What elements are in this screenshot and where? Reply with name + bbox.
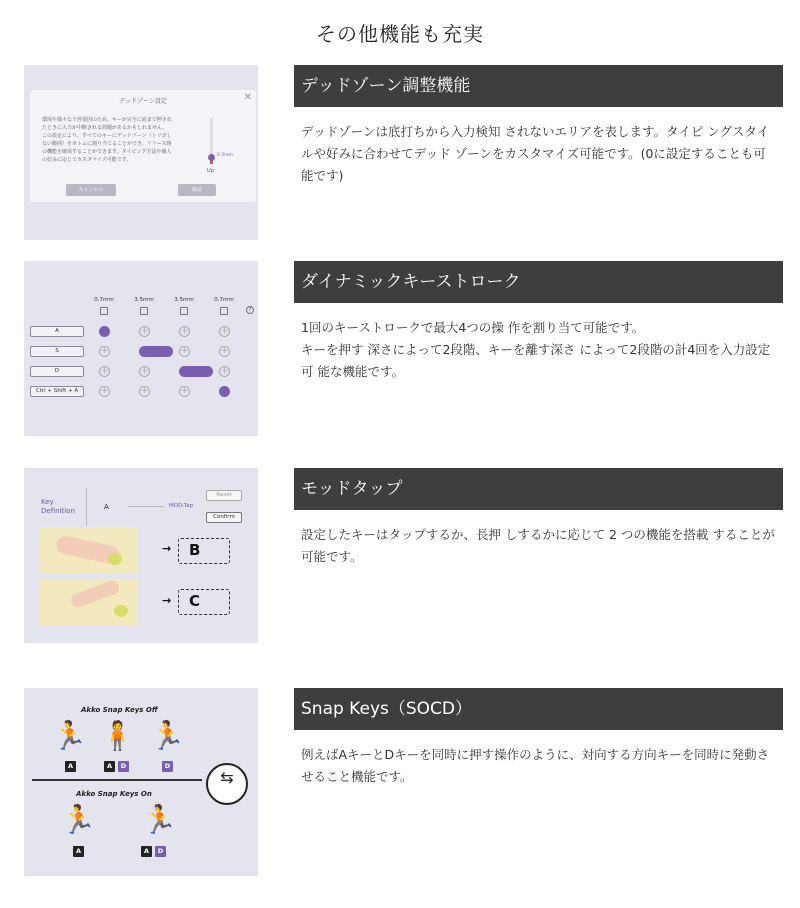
column-label: 0.7mm — [94, 297, 114, 303]
key-a-badge: A — [141, 846, 152, 857]
plus-icon: + — [140, 326, 149, 336]
key-d-badge: D — [118, 761, 129, 772]
dialog-title: デッドゾーン設定 — [119, 98, 167, 105]
snap-keys-on-label: Akko Snap Keys On — [76, 790, 152, 798]
help-icon: ? — [246, 306, 254, 314]
plus-icon: + — [220, 326, 229, 336]
section-description: 設定したキーはタップするか、長押 しするかに応じて 2 つの機能を搭載 することが可能です。 — [301, 527, 775, 564]
confirm-button: 確認 — [178, 184, 216, 196]
tap-photo — [40, 527, 138, 574]
standing-icon: 🧍 — [100, 719, 135, 752]
snap-keys-thumbnail — [24, 688, 258, 876]
hold-photo — [40, 579, 138, 626]
dynamic-keystroke-thumbnail — [24, 261, 258, 436]
tap-output-box: B — [178, 538, 230, 564]
column-label: 3.5mm — [174, 297, 194, 303]
column-label: 0.7mm — [214, 297, 234, 303]
key-d-badge: D — [155, 846, 166, 857]
plus-icon: + — [220, 346, 229, 356]
plus-icon: + — [180, 346, 189, 356]
mod-tap-label: MOD-Tap — [169, 503, 194, 509]
section-snap-keys — [24, 688, 784, 876]
slider-knob — [208, 154, 215, 161]
arrow-icon: → — [162, 594, 172, 607]
press-icon — [140, 307, 148, 315]
arrow-icon: → — [162, 542, 172, 555]
release-icon — [180, 307, 188, 315]
key-a-badge: A — [73, 846, 84, 857]
dialog-body: 環境や様々な干渉要因のため、キーが完全に底まで押されたときに入力が中断される問題があるかもしれません。この設定により、すべてのキーにデッドゾーン（トリガしない範囲）をボトムに割り当てることができ、リリース時の機能を確保することができます。タイピング方法や個人の好みに応じてカスタマイズ可能です。 — [42, 117, 172, 163]
divider — [86, 488, 87, 526]
action-bar — [179, 366, 213, 377]
plus-icon: + — [180, 386, 189, 396]
slider-label: Up — [207, 168, 214, 174]
plus-icon: + — [180, 326, 189, 336]
confirm-button: Confirm — [206, 512, 242, 523]
cancel-button: キャンセル — [66, 184, 116, 196]
plus-icon: + — [140, 366, 149, 376]
section-deadzone — [24, 65, 784, 240]
action-dot — [219, 386, 230, 397]
hold-output-box: C — [178, 589, 230, 615]
press-icon — [100, 307, 108, 315]
snap-keys-icon: ⇆ — [206, 763, 248, 805]
section-description: 例えばAキーとDキーを同時に押す操作のように、対向する方向キーを同時に発動させること機能です。 — [301, 747, 770, 784]
section-heading: モッドタップ — [294, 468, 783, 510]
close-icon: ✕ — [243, 92, 252, 103]
action-dot — [99, 326, 110, 337]
key-d: D — [30, 366, 84, 377]
plus-icon: + — [220, 366, 229, 376]
action-bar — [139, 346, 173, 357]
deadzone-thumbnail — [24, 65, 258, 240]
running-left-icon: 🏃 — [61, 803, 96, 836]
key-ctrl-shift-a: Ctrl + Shift + A — [30, 386, 84, 397]
running-right-icon: 🏃 — [142, 803, 177, 836]
plus-icon: + — [100, 366, 109, 376]
key-definition-label: Key Definition — [41, 498, 75, 515]
page-title: その他機能も充実 — [316, 22, 484, 46]
deadzone-dialog — [30, 90, 256, 202]
divider — [32, 779, 202, 781]
section-heading: Snap Keys（SOCD） — [294, 688, 783, 730]
running-right-icon: 🏃 — [150, 719, 185, 752]
running-left-icon: 🏃 — [52, 719, 87, 752]
section-description: デッドゾーンは底打ちから入力検知 されないエリアを表します。タイピ ングスタイルや好みに合わせてデッド ゾーンをカスタマイズ可能です。(0に設定することも可能です) — [301, 124, 770, 183]
slider-value: 0.3mm — [217, 153, 233, 158]
key-d-badge: D — [162, 761, 173, 772]
column-label: 3.5mm — [134, 297, 154, 303]
arrow-line — [128, 506, 164, 507]
section-heading: ダイナミックキーストローク — [294, 261, 783, 303]
section-mod-tap — [24, 468, 784, 643]
section-dynamic-keystroke — [24, 261, 784, 436]
key-s: S — [30, 346, 84, 357]
section-heading: デッドゾーン調整機能 — [294, 65, 783, 107]
plus-icon: + — [140, 386, 149, 396]
reset-button: Reset — [206, 490, 242, 501]
plus-icon: + — [100, 346, 109, 356]
snap-keys-off-label: Akko Snap Keys Off — [81, 706, 158, 714]
key-a-badge: A — [104, 761, 115, 772]
plus-icon: + — [100, 386, 109, 396]
section-description: 1回のキーストロークで最大4つの操 作を割り当て可能です。 キーを押す 深さによって2段階、キーを離す深さ によって2段階の計4回を入力設定可 能な機能です。 — [301, 320, 771, 379]
mod-tap-thumbnail — [24, 468, 258, 643]
release-icon — [220, 307, 228, 315]
source-key: A — [104, 503, 109, 511]
key-a: A — [30, 326, 84, 337]
key-a-badge: A — [65, 761, 76, 772]
